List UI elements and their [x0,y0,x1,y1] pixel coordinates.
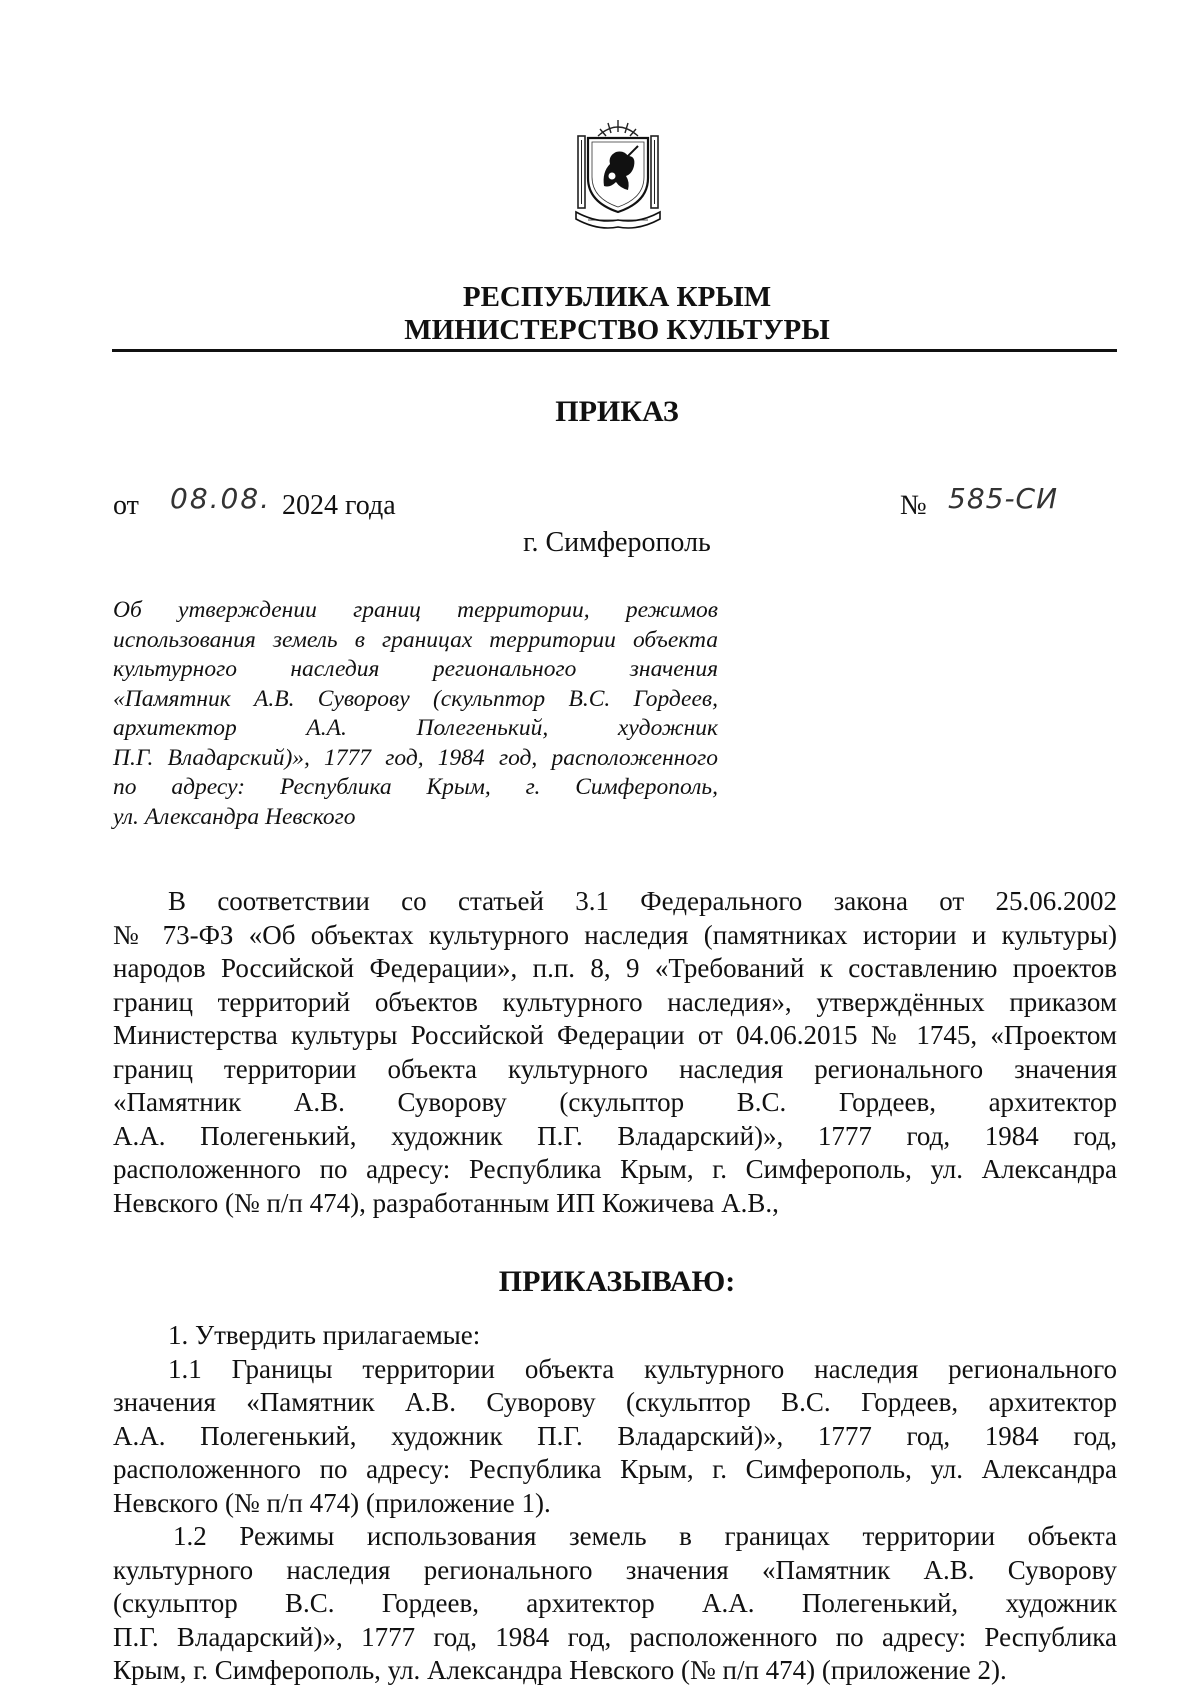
date-year: 2024 года [282,490,396,521]
orders-heading: ПРИКАЗЫВАЮ: [498,1265,736,1298]
order-line: 1.2 Режимы использования земель в границах территории объекта [173,1521,1117,1551]
preamble-line: границ территорий объектов культурного наследия», утверждённых приказом [113,986,1117,1017]
order-number-handwritten: 585-СИ [948,482,1059,515]
order-line: А.А. Полегенький, художник П.Г. Владарский)», 1777 год, 1984 год, [113,1420,1117,1451]
header-divider [112,349,1117,352]
order-line: (скульптор В.С. Гордеев, архитектор А.А. Полегенький, художник [113,1588,1117,1618]
order-subject [113,596,718,832]
preamble-line: «Памятник А.В. Суворову (скульптор В.С. Гордеев, архитектор [113,1087,1117,1117]
order-line: расположенного по адресу: Республика Крым, г. Симферополь, ул. Александра [113,1454,1117,1484]
date-handwritten: 08.08. [170,482,272,515]
preamble-paragraph [113,885,1117,1220]
subject-line: по адресу: Республика Крым, г. Симферополь, [113,774,718,800]
preamble-line: № 73-ФЗ «Об объектах культурного наследия (памятниках истории и культуры) [113,919,1117,950]
order-line: 1.1 Границы территории объекта культурного наследия регионального [168,1353,1117,1384]
order-line: культурного наследия регионального значения «Памятник А.В. Суворову [113,1554,1117,1585]
order-items [113,1319,1117,1688]
header-ministry: МИНИСТЕРСТВО КУЛЬТУРЫ [404,314,830,346]
subject-line: культурного наследия регионального значения [113,656,718,682]
crimea-coat-of-arms-icon [568,116,668,234]
order-line: Крым, г. Симферополь, ул. Александра Невского (№ п/п 474) (приложение 2). [113,1655,1007,1685]
subject-line: Об утверждении границ территории, режимов [113,597,718,623]
preamble-line: границ территории объекта культурного наследия регионального значения [113,1053,1117,1084]
preamble-line: В соответствии со статьей 3.1 Федерального закона от 25.06.2002 [168,886,1117,916]
date-from-label: от [113,490,139,521]
subject-line: архитектор А.А. Полегенький, художник [113,715,718,741]
preamble-line: Министерства культуры Российской Федерации от 04.06.2015 № 1745, «Проектом [113,1020,1117,1050]
subject-line: П.Г. Владарский)», 1777 год, 1984 год, расположенного [113,744,718,771]
order-line: П.Г. Владарский)», 1777 год, 1984 год, расположенного по адресу: Республика [113,1621,1117,1652]
header-republic: РЕСПУБЛИКА КРЫМ [462,281,772,313]
city: г. Симферополь [523,527,711,558]
subject-line: «Памятник А.В. Суворову (скульптор В.С. Гордеев, [113,685,718,712]
preamble-line: народов Российской Федерации», п.п. 8, 9 «Требований к составлению проектов [113,953,1117,983]
subject-line: использования земель в границах территории объекта [113,626,718,653]
order-line: 1. Утвердить прилагаемые: [168,1320,481,1350]
preamble-line: А.А. Полегенький, художник П.Г. Владарский)», 1777 год, 1984 год, [113,1120,1117,1151]
preamble-line: расположенного по адресу: Республика Крым, г. Симферополь, ул. Александра [113,1154,1117,1184]
order-number-label: № [900,490,927,521]
subject-line: ул. Александра Невского [113,803,356,830]
order-line: значения «Памятник А.В. Суворову (скульптор В.С. Гордеев, архитектор [113,1387,1117,1417]
order-title: ПРИКАЗ [555,395,679,428]
order-line: Невского (№ п/п 474) (приложение 1). [113,1487,551,1518]
preamble-line: Невского (№ п/п 474), разработанным ИП Кожичева А.В., [113,1187,779,1218]
